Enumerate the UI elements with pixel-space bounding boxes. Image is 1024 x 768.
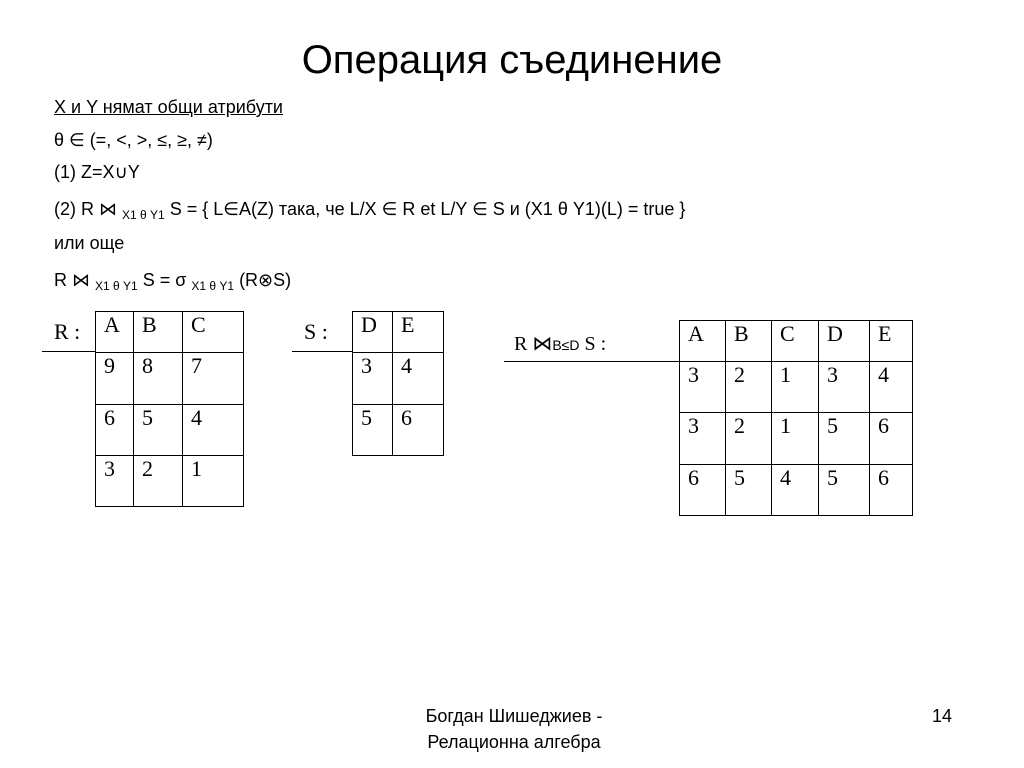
join-sel-subscript-1: X1 θ Y1 <box>95 279 138 293</box>
line-join-definition <box>54 199 685 220</box>
relation-r-cell: 6 <box>96 405 134 456</box>
relation-r-cell: 8 <box>134 353 183 405</box>
line-theta-operators: θ ∈ (=, <, >, ≤, ≥, ≠) <box>54 130 213 150</box>
relation-s-header-cell: E <box>393 312 444 353</box>
join-sel-lhs: R ⋈ <box>54 270 96 290</box>
relation-r-cell: 2 <box>134 456 183 507</box>
relation-r-header-cell: C <box>183 312 244 353</box>
join-result-cell: 6 <box>680 465 726 516</box>
relation-r-cell: 7 <box>183 353 244 405</box>
relation-s-label: S : <box>304 319 328 344</box>
relation-r-label-underline <box>42 351 96 352</box>
relation-s-table <box>352 311 444 456</box>
join-result-label <box>514 331 606 356</box>
relation-s-cell: 5 <box>353 405 393 456</box>
table-row <box>96 456 244 507</box>
join-result-header-row <box>680 321 913 362</box>
relation-s-header-row <box>353 312 444 353</box>
join-result-cell: 5 <box>726 465 772 516</box>
table-row <box>680 362 913 413</box>
table-row <box>96 405 244 456</box>
join-result-cell: 3 <box>680 362 726 413</box>
table-row <box>353 353 444 405</box>
join-result-cell: 3 <box>680 413 726 465</box>
join-result-label-underline <box>504 361 680 362</box>
join-result-header-cell: C <box>772 321 819 362</box>
join-result-cell: 6 <box>870 465 913 516</box>
join-result-header-cell: A <box>680 321 726 362</box>
footer-author-line-1: Богдан Шишеджиев - <box>425 706 603 726</box>
join-result-header-cell: E <box>870 321 913 362</box>
join-result-cell: 6 <box>870 413 913 465</box>
relation-r-cell: 5 <box>134 405 183 456</box>
join-result-table <box>679 320 913 516</box>
join-result-cell: 5 <box>819 413 870 465</box>
join-result-label-r: R ⋈ <box>514 333 553 355</box>
relation-r-cell: 3 <box>96 456 134 507</box>
join-result-cell: 4 <box>870 362 913 413</box>
join-result-header-cell: D <box>819 321 870 362</box>
line-join-via-selection <box>54 270 291 291</box>
join-def-lhs: (2) R ⋈ <box>54 199 123 219</box>
relation-r-header-cell: B <box>134 312 183 353</box>
join-result-cell: 3 <box>819 362 870 413</box>
join-result-cell: 2 <box>726 413 772 465</box>
relation-r-table <box>95 311 244 507</box>
join-result-cell: 5 <box>819 465 870 516</box>
footer-author-line-2: Релационна алгебра <box>427 732 601 752</box>
join-sel-subscript-2: X1 θ Y1 <box>191 279 235 293</box>
relation-s-header-cell: D <box>353 312 393 353</box>
join-result-cell: 2 <box>726 362 772 413</box>
relation-r-label: R : <box>54 319 81 344</box>
relation-r-header-row <box>96 312 244 353</box>
relation-s-label-underline <box>292 351 353 352</box>
join-def-subscript: X1 θ Y1 <box>122 208 165 222</box>
join-sel-sigma: S = σ <box>137 270 192 290</box>
table-row <box>96 353 244 405</box>
relation-s-cell: 3 <box>353 353 393 405</box>
table-row <box>353 405 444 456</box>
line-z-union: (1) Z=X∪Y <box>54 162 140 182</box>
join-def-rhs: S = { L∈A(Z) така, че L/X ∈ R et L/Y ∈ S и (X1 θ Y1)(L) = true } <box>164 199 686 219</box>
footer-author <box>364 706 664 753</box>
join-result-label-s: S : <box>579 333 607 355</box>
relation-s-cell: 6 <box>393 405 444 456</box>
relation-r-header-cell: A <box>96 312 134 353</box>
relation-r-cell: 1 <box>183 456 244 507</box>
relation-r-cell: 4 <box>183 405 244 456</box>
join-sel-product: (R⊗S) <box>234 270 292 290</box>
join-result-cell: 1 <box>772 362 819 413</box>
join-result-label-condition: B≤D <box>552 337 580 353</box>
line-or-also: или още <box>54 233 125 253</box>
slide-title: Операция съединение <box>301 38 723 82</box>
page-number: 14 <box>932 706 953 726</box>
relation-r-cell: 9 <box>96 353 134 405</box>
join-result-header-cell: B <box>726 321 772 362</box>
line-no-common-attributes: X и Y нямат общи атрибути <box>54 97 283 117</box>
relation-s-cell: 4 <box>393 353 444 405</box>
table-row <box>680 413 913 465</box>
join-result-cell: 4 <box>772 465 819 516</box>
table-row <box>680 465 913 516</box>
join-result-cell: 1 <box>772 413 819 465</box>
